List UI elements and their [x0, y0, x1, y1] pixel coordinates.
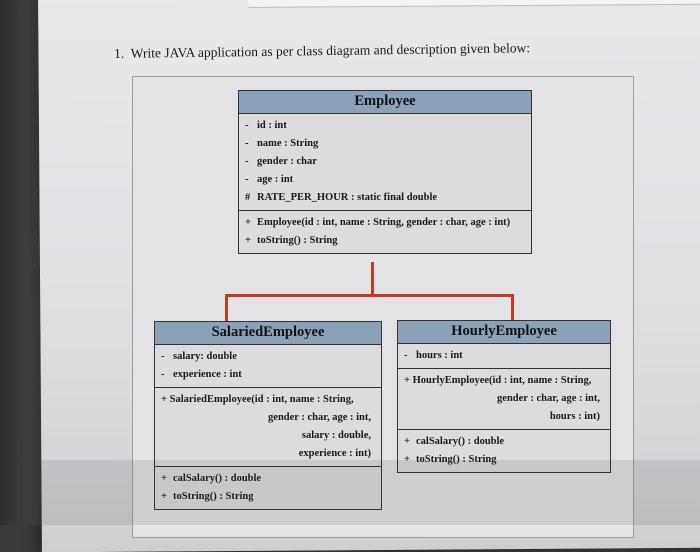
method-row: + calSalary() : double [161, 470, 375, 488]
constructor-param-row: salary : double, [161, 427, 375, 445]
methods-section [239, 211, 531, 253]
attributes-section [398, 344, 610, 369]
ruler-mark [578, 0, 583, 1]
ruler-mark [413, 0, 418, 2]
inheritance-line [225, 294, 228, 322]
attribute-row: - id : int [245, 117, 525, 135]
class-name: Employee [239, 91, 531, 114]
method-row: + calSalary() : double [404, 433, 604, 451]
class-employee [238, 90, 532, 254]
constructor-param-row: hours : int) [404, 408, 604, 426]
ruler-mark [544, 0, 549, 1]
attribute-row: - age : int [245, 171, 525, 189]
inheritance-line [225, 294, 514, 297]
ruler-mark [466, 0, 471, 1]
attribute-row: - experience : int [161, 366, 375, 384]
constructor-param-row: experience : int) [161, 445, 375, 463]
question-text: Write JAVA application as per class diagram and description given below: [131, 40, 531, 61]
document-ruler [248, 0, 700, 8]
class-name: HourlyEmployee [398, 321, 610, 344]
constructor-section [398, 369, 610, 430]
constructor-param-row: gender : char, age : int, [161, 409, 375, 427]
ruler-mark [484, 0, 489, 1]
attribute-row: - hours : int [404, 347, 604, 365]
attribute-row: - salary: double [161, 348, 375, 366]
attributes-section [239, 114, 531, 211]
question-number: 1. [114, 46, 124, 61]
inheritance-line [371, 262, 374, 296]
method-row: + toString() : String [404, 451, 604, 469]
constructor-section [155, 388, 381, 467]
constructor-row: + HourlyEmployee(id : int, name : String, [404, 372, 604, 390]
class-hourly-employee [397, 320, 611, 473]
method-row: + Employee(id : int, name : String, gender : char, age : int) [245, 214, 525, 232]
attribute-row: - gender : char [245, 153, 525, 171]
constructor-row: + SalariedEmployee(id : int, name : String, [161, 391, 375, 409]
method-row: + toString() : String [245, 232, 525, 250]
method-row: + toString() : String [161, 488, 375, 506]
attribute-row: # RATE_PER_HOUR : static final double [245, 189, 525, 207]
ruler-mark [512, 0, 517, 1]
class-name: SalariedEmployee [155, 322, 381, 345]
attributes-section [155, 345, 381, 388]
ruler-mark [444, 0, 449, 2]
constructor-param-row: gender : char, age : int, [404, 390, 604, 408]
photo-shadow [0, 460, 700, 525]
inheritance-line [511, 294, 514, 320]
attribute-row: - name : String [245, 135, 525, 153]
